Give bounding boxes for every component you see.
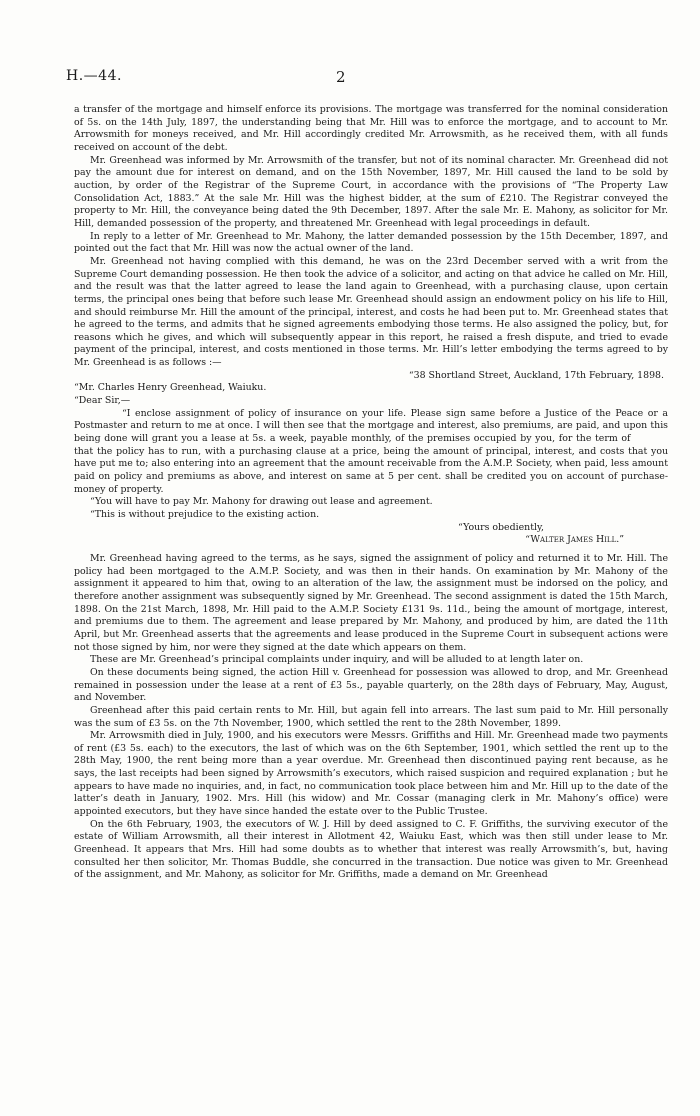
- letter-line: “This is without prejudice to the existing action.: [90, 509, 320, 520]
- letter-body: “I enclose assignment of policy of insurance on your life. Please sign same before a Justice of the Peace or a Postmaster and return to me at once. I will then see that the mortgage and interest, also premiums, are paid, and upon this being done will grant you a lease at 5s. a week, payable monthly, of the premises occupied by you, for the term of that the policy has to run, with a purchasing clause at a price, being the amount of principal, interest, and costs that you have put me to; also entering into an agreement that the amount receivable from the A.M.P. Society, when paid, less amount paid on policy and premiums as above, and interest on same at 5 per cent. shall be credited you on account of purchase-money of property.: [74, 407, 668, 495]
- letter-salutation: “Dear Sir,—: [74, 395, 131, 407]
- paragraph: On these documents being signed, the action Hill v. Greenhead for possession was allowed to drop, and Mr. Greenhead remained in possession under the lease at a rent of £3 5s., payable quarterly, on the 28th days of February, May, August, and November.: [74, 666, 668, 704]
- paragraph: Greenhead after this paid certain rents to Mr. Hill, but again fell into arrears. The last sum paid to Mr. Hill personally was the sum of £3 5s. on the 7th November, 1900, which settled the rent to the 28th November, 1899.: [74, 704, 668, 729]
- quoted-letter: [74, 370, 668, 547]
- paragraph: Mr. Greenhead was informed by Mr. Arrowsmith of the transfer, but not of its nominal character. Mr. Greenhead did not pay the amount due for interest on demand, and on the 15th November, 1897, Mr. Hill caused the land to be sold by auction, by order of the Registrar of the Supreme Court, in accordance with the provisions of “The Property Law Consolidation Act, 1883.” At the sale Mr. Hill was the highest bidder, at the sum of £210. The Registrar conveyed the property to Mr. Hill, the conveyance being dated the 9th December, 1897. After the sale Mr. E. Mahony, as solicitor for Mr. Hill, demanded possession of the property, and threatened Mr. Greenhead with legal proceedings in default.: [74, 154, 668, 229]
- page-header: [66, 68, 668, 92]
- page-number: 2: [336, 68, 346, 86]
- paragraph: Mr. Greenhead not having complied with this demand, he was on the 23rd December served with a writ from the Supreme Court demanding possession. He then took the advice of a solicitor, and acting on that advice he called on Mr. Hill, and the result was that the latter agreed to lease the land again to Greenhead, with a purchasing clause, upon certain terms, the principal ones being that before such lease Mr. Greenhead should assign an endowment policy on his life to Hill, and should reimburse Mr. Hill the amount of the principal, interest, and costs he had been put to. Mr. Greenhead states that he agreed to the terms, and admits that he signed agreements embodying those terms. He also assigned the policy, but, for reasons which he gives, and which will subsequently appear in this report, he raised a fresh dispute, and tried to evade payment of the principal, interest, and costs mentioned in those terms. Mr. Hill’s letter embodying the terms agreed to by Mr. Greenhead is as follows :—: [74, 255, 668, 369]
- letter-signature: “Walter James Hill.”: [525, 534, 624, 546]
- letter-closing: “Yours obediently,: [458, 521, 544, 533]
- letter-recipient: “Mr. Charles Henry Greenhead, Waiuku.: [74, 382, 267, 394]
- letter-address: “38 Shortland Street, Auckland, 17th February, 1898.: [408, 369, 664, 381]
- paragraph: These are Mr. Greenhead’s principal complaints under inquiry, and will be alluded to at length later on.: [90, 654, 584, 666]
- paragraph: In reply to a letter of Mr. Greenhead to Mr. Mahony, the latter demanded possession by the 15th December, 1897, and pointed out the fact that Mr. Hill was now the actual owner of the land.: [74, 230, 668, 255]
- paragraph: Mr. Greenhead having agreed to the terms, as he says, signed the assignment of policy and returned it to Mr. Hill. The policy had been mortgaged to the A.M.P. Society, and was then in their hands. On examination by Mr. Mahony of the assignment it appeared to him that, owing to an alteration of the law, the assignment must be indorsed on the policy, and therefore another assignment was subsequently signed by Mr. Greenhead. The second assignment is dated the 15th March, 1898. On the 21st March, 1898, Mr. Hill paid to the A.M.P. Society £131 9s. 11d., being the amount of mortgage, interest, and premiums due to them. The agreement and lease prepared by Mr. Mahony, and produced by him, are dated the 11th April, but Mr. Greenhead asserts that the agreements and lease produced in the Supreme Court in subsequent actions were not those signed by him, nor were they signed at the date which appears on them.: [74, 552, 668, 653]
- paragraph: a transfer of the mortgage and himself enforce its provisions. The mortgage was transferred for the nominal consideration of 5s. on the 14th July, 1897, the understanding being that Mr. Hill was to enforce the mortgage, and to account to Mr. Arrowsmith for moneys received, and Mr. Hill accordingly credited Mr. Arrowsmith, as he received them, with all funds received on account of the debt.: [74, 104, 668, 153]
- document-body: [74, 104, 668, 882]
- paragraph: On the 6th February, 1903, the executors of W. J. Hill by deed assigned to C. F. Griffiths, the surviving executor of the estate of William Arrowsmith, all their interest in Allotment 42, Waiuku East, which was then still under lease to Mr. Greenhead. It appears that Mrs. Hill had some doubts as to whether that interest was really Arrowsmith’s, but, having consulted her then solicitor, Mr. Thomas Buddle, she concurred in the transaction. Due notice was given to Mr. Greenhead of the assignment, and Mr. Mahony, as solicitor for Mr. Griffiths, made a demand on Mr. Greenhead: [74, 818, 668, 881]
- document-page: [66, 68, 669, 882]
- letter-line: “You will have to pay Mr. Mahony for drawing out lease and agreement.: [90, 496, 433, 508]
- paragraph: Mr. Arrowsmith died in July, 1900, and his executors were Messrs. Griffiths and Hill. Mr. Greenhead made two payments of rent (£3 5s. each) to the executors, the last of which was on the 6th September, 1901, which settled the rent up to the 28th May, 1900, the rent being more than a year overdue. Mr. Greenhead then discontinued paying rent because, as he says, the last receipts had been signed by Arrowsmith’s executors, which raised suspicion and required explanation ; but he appears to have made no inquiries, and, in fact, no communication took place between him and Mr. Hill up to the date of the latter’s death in January, 1902. Mrs. Hill (his widow) and Mr. Cossar (managing clerk in Mr. Mahony’s office) were appointed executors, but they have since handed the estate over to the Public Trustee.: [74, 730, 669, 818]
- document-reference: H.—44.: [66, 68, 122, 84]
